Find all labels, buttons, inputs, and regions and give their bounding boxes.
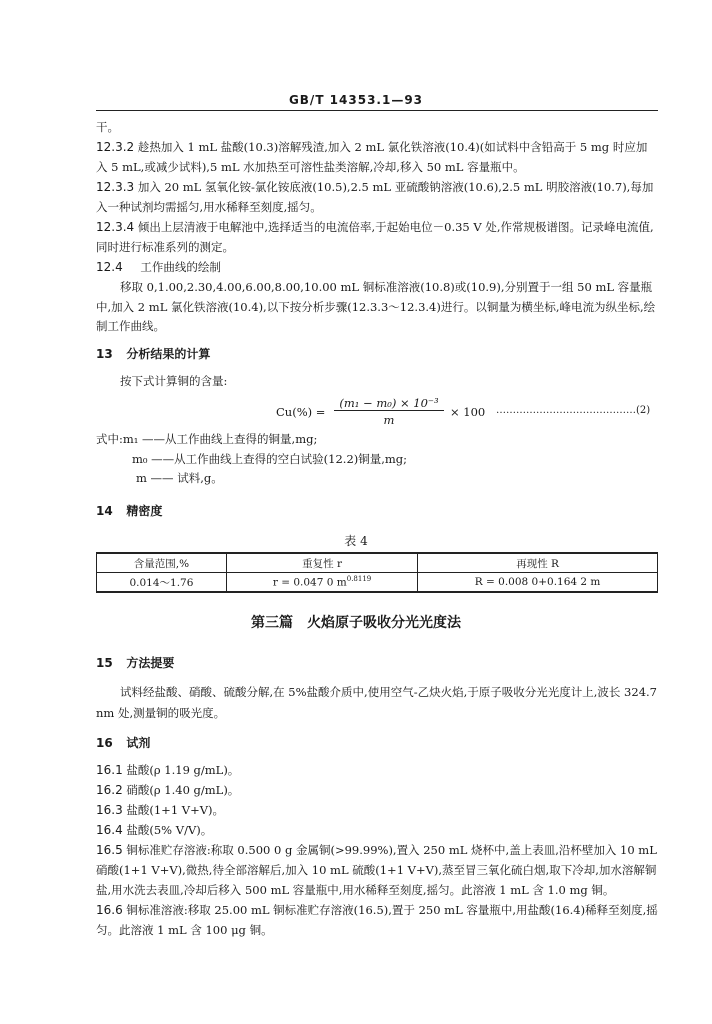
formula-denominator: m xyxy=(383,413,395,427)
clause-title: 工作曲线的绘制 xyxy=(140,260,221,274)
where-m1: m₁ ——从工作曲线上查得的铜量,mg; xyxy=(122,432,318,446)
reagent-16-1 xyxy=(96,760,658,780)
where-m: m —— 试料,g。 xyxy=(136,471,223,486)
clause-number: 12.3.2 xyxy=(96,140,135,154)
section-14-heading xyxy=(96,502,658,522)
clause-number: 12.3.4 xyxy=(96,220,135,234)
reagent-text: 铜标准溶液:移取 25.00 mL 铜标准贮存溶液(16.5),置于 250 mL 容量瓶中,用盐酸(16.4)稀释至刻度,摇匀。此溶液 1 mL 含 100 μg 铜。 xyxy=(96,903,658,937)
reagent-number: 16.1 xyxy=(96,763,123,777)
reagent-text: 盐酸(ρ 1.19 g/mL)。 xyxy=(126,763,240,777)
clause-12-3-2 xyxy=(96,138,658,177)
precision-table xyxy=(96,552,658,593)
table-header-cell: 含量范围,% xyxy=(97,553,227,573)
table-cell xyxy=(226,573,417,593)
clause-number: 12.4 xyxy=(96,260,123,274)
table-cell: 0.014～1.76 xyxy=(97,573,227,593)
section-15-heading xyxy=(96,654,658,674)
section-title: 试剂 xyxy=(126,736,151,750)
clause-12-3-4 xyxy=(96,218,658,257)
clause-text: 加入 20 mL 氢氧化铵-氯化铵底液(10.5),2.5 mL 亚硫酸钠溶液(10.6),2.5 mL 明胶溶液(10.7),每加入一种试剂均需摇匀,用水稀释至刻度,摇匀。 xyxy=(96,180,654,214)
table-header-cell: 再现性 R xyxy=(418,553,658,573)
chapter-title: 第三篇 火焰原子吸收分光光度法 xyxy=(251,615,461,631)
reagent-16-3 xyxy=(96,800,658,820)
reagent-number: 16.4 xyxy=(96,823,123,837)
clause-12-4-text: 移取 0,1.00,2.30,4.00,6.00,8.00,10.00 mL 铜标准溶液(10.8)或(10.9),分别置于一组 50 mL 容量瓶中,加入 2 mL 氯化铁溶液(10.4),以下按分析步骤(12.3.3～12.3.4)进行。以铜量为横坐标,峰电流为纵坐标,绘制工作曲线。 xyxy=(96,280,656,334)
section-13-text: 按下式计算铜的含量: xyxy=(120,374,228,388)
reagent-number: 16.3 xyxy=(96,803,123,817)
standard-header: GB/T 14353.1—93 xyxy=(288,93,424,107)
reagent-16-5 xyxy=(96,840,658,900)
exponent: 0.8119 xyxy=(346,575,372,584)
table-header-row xyxy=(97,553,658,573)
header-rule xyxy=(96,110,658,111)
reagent-number: 16.6 xyxy=(96,903,123,917)
table-header-cell: 重复性 r xyxy=(226,553,417,573)
repeatability-formula: r = 0.047 0 m xyxy=(272,576,347,589)
reagent-16-6 xyxy=(96,900,658,940)
formula-2 xyxy=(96,396,658,430)
clause-12-3-3 xyxy=(96,178,658,217)
formula-lhs: Cu(%) = xyxy=(276,405,326,419)
paragraph-continued: 干。 xyxy=(96,120,119,134)
reagent-number: 16.5 xyxy=(96,843,123,857)
clause-12-4-heading xyxy=(96,258,658,278)
section-13-heading xyxy=(96,345,658,365)
formula-number: ……………………………………(2) xyxy=(496,405,651,416)
formula-multiplier: × 100 xyxy=(450,405,486,419)
table-cell: R = 0.008 0+0.164 2 m xyxy=(418,573,658,593)
reagent-text: 硝酸(ρ 1.40 g/mL)。 xyxy=(126,783,240,797)
reagent-text: 铜标准贮存溶液:称取 0.500 0 g 金属铜(>99.99%),置入 250 mL 烧杯中,盖上表皿,沿杯壁加入 10 mL 硝酸(1+1 V+V),微热,待全部溶解后,加入 10 mL 硫酸(1+1 V+V),蒸至冒三氧化硫白烟,取下冷却,加水溶解铜盐,用水洗去表皿,冷却后移入 500 mL 容量瓶中,用水稀释至刻度,摇匀。此溶液 1 mL 含 1.0 mg 铜。 xyxy=(96,843,657,897)
clause-text: 倾出上层清液于电解池中,选择适当的电流倍率,于起始电位－0.35 V 处,作常规极谱图。记录峰电流值,同时进行标准系列的测定。 xyxy=(96,220,654,254)
section-number: 13 xyxy=(96,347,113,361)
section-number: 16 xyxy=(96,736,113,750)
section-number: 15 xyxy=(96,656,113,670)
reagent-16-4 xyxy=(96,820,658,840)
where-m0: m₀ ——从工作曲线上查得的空白试验(12.2)铜量,mg; xyxy=(132,451,408,466)
where-prefix: 式中: xyxy=(96,432,123,446)
reagent-text: 盐酸(1+1 V+V)。 xyxy=(126,803,225,817)
reagent-list xyxy=(96,760,658,940)
section-title: 精密度 xyxy=(126,504,163,518)
section-title: 分析结果的计算 xyxy=(126,347,211,361)
clause-number: 12.3.3 xyxy=(96,180,135,194)
where-list xyxy=(96,430,658,489)
clause-text: 趁热加入 1 mL 盐酸(10.3)溶解残渣,加入 2 mL 氯化铁溶液(10.4)(如试料中含铅高于 5 mg 时应加入 5 mL,或减少试料),5 mL 水加热至可溶性盐类溶解,冷却,移入 50 mL 容量瓶中。 xyxy=(96,140,648,174)
formula-numerator: (m₁ − m₀) × 10⁻³ xyxy=(334,396,444,411)
reagent-text: 盐酸(5% V/V)。 xyxy=(126,823,213,837)
section-number: 14 xyxy=(96,504,113,518)
table-row xyxy=(97,573,658,593)
reagent-number: 16.2 xyxy=(96,783,123,797)
table-caption: 表 4 xyxy=(344,534,368,548)
section-15-text: 试料经盐酸、硝酸、硫酸分解,在 5%盐酸介质中,使用空气-乙炔火焰,于原子吸收分光光度计上,波长 324.7 nm 处,测量铜的吸光度。 xyxy=(96,685,657,720)
section-title: 方法提要 xyxy=(126,656,175,670)
reagent-16-2 xyxy=(96,780,658,800)
section-16-heading xyxy=(96,734,658,754)
